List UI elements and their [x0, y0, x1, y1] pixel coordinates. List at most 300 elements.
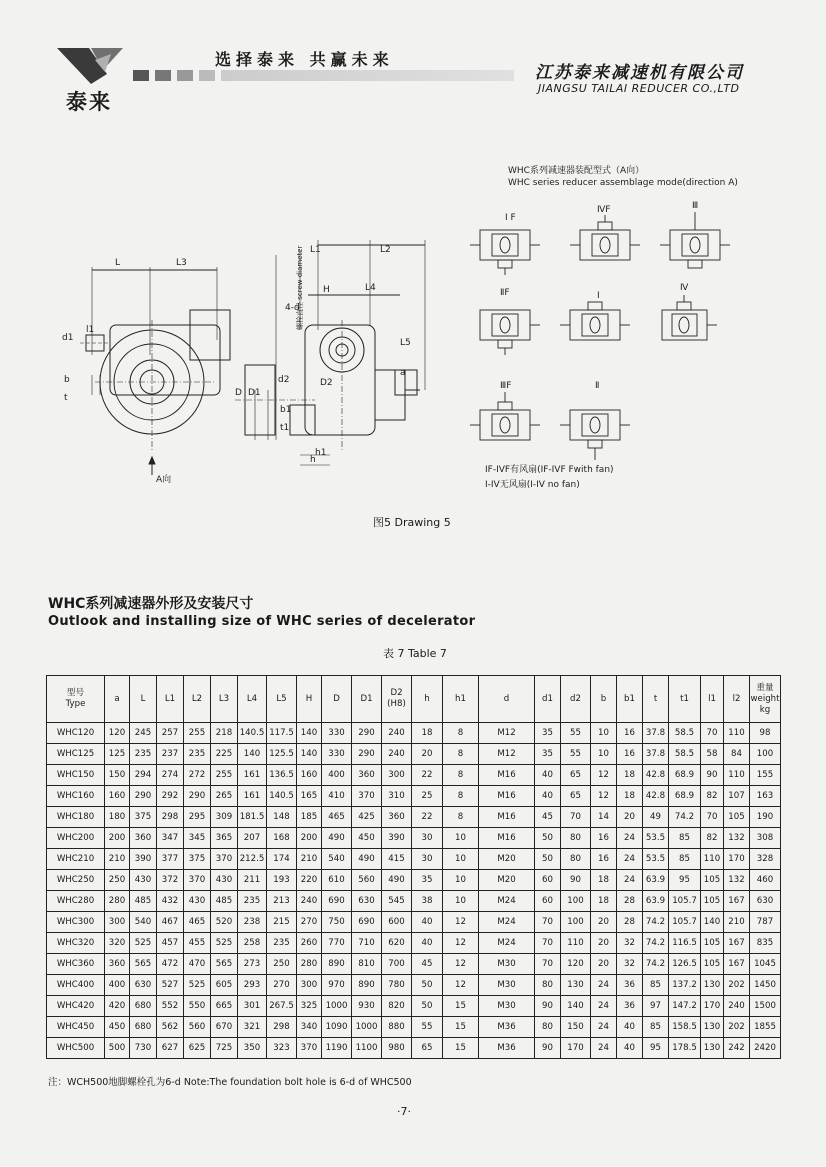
value-cell: 274 — [157, 765, 184, 786]
table-header-cell — [643, 676, 669, 723]
front-view — [235, 240, 425, 465]
value-cell: 147.2 — [669, 996, 701, 1017]
assembly-title-en: WHC series reducer assemblage mode(direction A) — [508, 178, 738, 188]
value-cell: 65 — [561, 786, 591, 807]
value-cell: 12 — [591, 786, 617, 807]
value-cell: 255 — [184, 723, 211, 744]
value-cell: 20 — [591, 933, 617, 954]
label-L3: L3 — [176, 258, 187, 268]
header-line: D2 — [390, 688, 403, 698]
value-cell: 630 — [352, 891, 382, 912]
value-cell: 24 — [591, 1038, 617, 1059]
value-cell: 63.9 — [643, 891, 669, 912]
mode-III: Ⅲ — [692, 201, 699, 211]
company-name-cn: 江苏泰来减速机有限公司 — [535, 63, 744, 83]
header-line: d2 — [570, 693, 581, 704]
value-cell: 140 — [701, 912, 724, 933]
value-cell: 90 — [535, 996, 561, 1017]
section-title-en: Outlook and installing size of WHC series of decelerator — [48, 614, 476, 629]
value-cell: 467 — [157, 912, 184, 933]
value-cell: 290 — [184, 786, 211, 807]
label-t: t — [64, 393, 68, 403]
value-cell: 280 — [297, 954, 322, 975]
value-cell: 360 — [105, 954, 130, 975]
header-stripe — [133, 70, 528, 81]
value-cell: 527 — [157, 975, 184, 996]
value-cell: 250 — [267, 954, 297, 975]
header-line: L5 — [276, 693, 287, 704]
value-cell: 80 — [561, 849, 591, 870]
value-cell: 627 — [157, 1038, 184, 1059]
value-cell: 150 — [105, 765, 130, 786]
table-row — [47, 849, 781, 870]
value-cell: 65 — [561, 765, 591, 786]
value-cell: 250 — [105, 870, 130, 891]
value-cell: 24 — [617, 870, 643, 891]
value-cell: 105 — [724, 807, 750, 828]
value-cell: 158.5 — [669, 1017, 701, 1038]
value-cell: 540 — [322, 849, 352, 870]
value-cell: 140.5 — [267, 786, 297, 807]
value-cell: 472 — [157, 954, 184, 975]
value-cell: 225 — [211, 744, 238, 765]
value-cell: 18 — [617, 786, 643, 807]
value-cell: 787 — [750, 912, 781, 933]
section-title-cn: WHC系列减速器外形及安装尺寸 — [48, 596, 254, 612]
value-cell: 1500 — [750, 996, 781, 1017]
table-header-cell — [479, 676, 535, 723]
value-cell: 750 — [322, 912, 352, 933]
value-cell: 347 — [157, 828, 184, 849]
table-row — [47, 996, 781, 1017]
value-cell: 235 — [130, 744, 157, 765]
value-cell: 300 — [382, 765, 412, 786]
table-header-cell — [382, 676, 412, 723]
table-header-cell — [211, 676, 238, 723]
value-cell: 630 — [130, 975, 157, 996]
value-cell: 110 — [561, 933, 591, 954]
value-cell: 200 — [297, 828, 322, 849]
value-cell: 880 — [382, 1017, 412, 1038]
mode-I: I — [597, 291, 600, 301]
value-cell: 32 — [617, 954, 643, 975]
value-cell: 140.5 — [238, 723, 267, 744]
table-header-cell — [561, 676, 591, 723]
value-cell: 55 — [561, 744, 591, 765]
value-cell: 45 — [412, 954, 443, 975]
value-cell: 400 — [105, 975, 130, 996]
header-line: h1 — [455, 693, 466, 704]
value-cell: 1045 — [750, 954, 781, 975]
value-cell: 125 — [105, 744, 130, 765]
mode-IIF: ⅡF — [500, 288, 510, 298]
value-cell: 150 — [561, 1017, 591, 1038]
value-cell: 270 — [297, 912, 322, 933]
value-cell: 12 — [443, 912, 479, 933]
value-cell: 80 — [535, 975, 561, 996]
value-cell: 85 — [669, 849, 701, 870]
model-cell: WHC300 — [47, 912, 105, 933]
model-cell: WHC250 — [47, 870, 105, 891]
value-cell: 290 — [130, 786, 157, 807]
value-cell: 40 — [412, 912, 443, 933]
value-cell: 185 — [297, 807, 322, 828]
value-cell: 178.5 — [669, 1038, 701, 1059]
value-cell: 65 — [412, 1038, 443, 1059]
value-cell: M16 — [479, 765, 535, 786]
label-h1: h1 — [315, 448, 327, 458]
table-header-cell — [267, 676, 297, 723]
value-cell: 294 — [130, 765, 157, 786]
label-L4: L4 — [365, 283, 376, 293]
value-cell: 400 — [322, 765, 352, 786]
value-cell: 485 — [211, 891, 238, 912]
table-row — [47, 933, 781, 954]
table-row — [47, 744, 781, 765]
value-cell: 140 — [238, 744, 267, 765]
value-cell: 45 — [535, 807, 561, 828]
value-cell: 36 — [617, 975, 643, 996]
table-header-cell — [105, 676, 130, 723]
value-cell: 255 — [211, 765, 238, 786]
value-cell: 58.5 — [669, 744, 701, 765]
value-cell: 50 — [535, 849, 561, 870]
model-cell: WHC210 — [47, 849, 105, 870]
label-d2: d2 — [278, 375, 290, 385]
footnote: 注：WCH500地脚螺栓孔为6-d Note:The foundation bolt hole is 6-d of WHC500 — [48, 1077, 412, 1088]
value-cell: 60 — [535, 891, 561, 912]
value-cell: 560 — [352, 870, 382, 891]
value-cell: 58.5 — [669, 723, 701, 744]
dimension-table — [46, 675, 781, 1059]
value-cell: 10 — [443, 849, 479, 870]
value-cell: 37.8 — [643, 744, 669, 765]
value-cell: 35 — [535, 723, 561, 744]
value-cell: 340 — [297, 1017, 322, 1038]
header-line: kg — [759, 704, 771, 715]
value-cell: 40 — [535, 765, 561, 786]
value-cell: 550 — [184, 996, 211, 1017]
value-cell: 321 — [238, 1017, 267, 1038]
value-cell: 110 — [724, 723, 750, 744]
value-cell: 350 — [238, 1038, 267, 1059]
value-cell: 8 — [443, 765, 479, 786]
value-cell: 552 — [157, 996, 184, 1017]
slogan: 选择泰来 共赢未来 — [215, 50, 394, 69]
table-header-cell — [238, 676, 267, 723]
value-cell: 330 — [322, 744, 352, 765]
value-cell: 240 — [382, 723, 412, 744]
value-cell: 273 — [238, 954, 267, 975]
value-cell: 260 — [297, 933, 322, 954]
value-cell: 280 — [105, 891, 130, 912]
value-cell: 55 — [561, 723, 591, 744]
value-cell: 725 — [211, 1038, 238, 1059]
value-cell: 120 — [561, 954, 591, 975]
model-cell: WHC450 — [47, 1017, 105, 1038]
value-cell: 85 — [669, 828, 701, 849]
value-cell: 85 — [643, 1017, 669, 1038]
value-cell: 90 — [701, 765, 724, 786]
value-cell: 16 — [617, 723, 643, 744]
value-cell: 30 — [412, 849, 443, 870]
reducer-drawing — [40, 150, 780, 540]
value-cell: M12 — [479, 744, 535, 765]
value-cell: 450 — [105, 1017, 130, 1038]
value-cell: 12 — [443, 933, 479, 954]
value-cell: 140 — [297, 744, 322, 765]
model-cell: WHC180 — [47, 807, 105, 828]
table-row — [47, 891, 781, 912]
value-cell: M16 — [479, 786, 535, 807]
value-cell: 210 — [724, 912, 750, 933]
value-cell: 16 — [617, 744, 643, 765]
value-cell: 390 — [130, 849, 157, 870]
model-cell: WHC150 — [47, 765, 105, 786]
value-cell: 18 — [617, 765, 643, 786]
value-cell: 665 — [211, 996, 238, 1017]
value-cell: 35 — [535, 744, 561, 765]
value-cell: 140 — [561, 996, 591, 1017]
value-cell: M16 — [479, 807, 535, 828]
label-D2: D2 — [320, 378, 333, 388]
header-line: weight — [750, 693, 780, 704]
value-cell: 50 — [535, 828, 561, 849]
value-cell: 80 — [535, 1017, 561, 1038]
label-h: h — [310, 455, 316, 465]
table-header-cell — [535, 676, 561, 723]
value-cell: 10 — [443, 828, 479, 849]
value-cell: 10 — [443, 891, 479, 912]
value-cell: 15 — [443, 996, 479, 1017]
value-cell: 8 — [443, 807, 479, 828]
assembly-modes — [470, 212, 730, 460]
value-cell: 132 — [724, 870, 750, 891]
value-cell: 292 — [157, 786, 184, 807]
value-cell: 690 — [322, 891, 352, 912]
value-cell: 105 — [701, 870, 724, 891]
value-cell: 107 — [724, 786, 750, 807]
value-cell: 270 — [267, 975, 297, 996]
table-row — [47, 723, 781, 744]
value-cell: 55 — [412, 1017, 443, 1038]
header-line: L4 — [246, 693, 258, 704]
value-cell: 35 — [412, 870, 443, 891]
header-line: L3 — [218, 693, 230, 704]
value-cell: 625 — [184, 1038, 211, 1059]
drawing-caption: 图5 Drawing 5 — [373, 516, 451, 529]
value-cell: 14 — [591, 807, 617, 828]
value-cell: 820 — [382, 996, 412, 1017]
value-cell: 1000 — [352, 1017, 382, 1038]
model-cell: WHC500 — [47, 1038, 105, 1059]
header-line: L — [140, 693, 146, 704]
header-line: L1 — [164, 693, 176, 704]
value-cell: 30 — [412, 828, 443, 849]
value-cell: 82 — [701, 828, 724, 849]
table-header-cell — [47, 676, 105, 723]
value-cell: 60 — [535, 870, 561, 891]
value-cell: 218 — [211, 723, 238, 744]
value-cell: 415 — [382, 849, 412, 870]
header-line: 重量 — [756, 682, 774, 693]
value-cell: 8 — [443, 786, 479, 807]
value-cell: 49 — [643, 807, 669, 828]
value-cell: 40 — [617, 1038, 643, 1059]
table-header-cell — [130, 676, 157, 723]
value-cell: 372 — [157, 870, 184, 891]
header-line: t — [653, 693, 658, 704]
value-cell: 28 — [617, 891, 643, 912]
mode-IIIF: ⅢF — [500, 381, 512, 391]
value-cell: 375 — [184, 849, 211, 870]
label-D: D — [235, 388, 242, 398]
value-cell: 235 — [238, 891, 267, 912]
value-cell: 16 — [591, 828, 617, 849]
value-cell: 100 — [561, 891, 591, 912]
value-cell: 730 — [130, 1038, 157, 1059]
value-cell: 500 — [105, 1038, 130, 1059]
table-caption: 表 7 Table 7 — [383, 647, 447, 660]
table-row — [47, 786, 781, 807]
value-cell: 425 — [352, 807, 382, 828]
table-header-cell — [669, 676, 701, 723]
value-cell: 310 — [382, 786, 412, 807]
table-header-cell — [443, 676, 479, 723]
value-cell: 490 — [352, 849, 382, 870]
value-cell: 1855 — [750, 1017, 781, 1038]
value-cell: 140 — [297, 723, 322, 744]
value-cell: 290 — [352, 744, 382, 765]
header-line: d1 — [542, 693, 553, 704]
value-cell: 181.5 — [238, 807, 267, 828]
value-cell: 68.9 — [669, 786, 701, 807]
value-cell: 74.2 — [643, 912, 669, 933]
value-cell: 70 — [701, 807, 724, 828]
label-l1: l1 — [86, 325, 95, 335]
header-line: L2 — [191, 693, 203, 704]
value-cell: 117.5 — [267, 723, 297, 744]
value-cell: 293 — [238, 975, 267, 996]
value-cell: 238 — [238, 912, 267, 933]
model-cell: WHC280 — [47, 891, 105, 912]
value-cell: 97 — [643, 996, 669, 1017]
value-cell: 430 — [184, 891, 211, 912]
value-cell: M24 — [479, 891, 535, 912]
value-cell: 930 — [352, 996, 382, 1017]
value-cell: 116.5 — [669, 933, 701, 954]
value-cell: 298 — [157, 807, 184, 828]
model-cell: WHC320 — [47, 933, 105, 954]
value-cell: 105.7 — [669, 912, 701, 933]
value-cell: 70 — [561, 807, 591, 828]
header-line: D — [333, 693, 340, 704]
page-number: ·7· — [397, 1105, 411, 1118]
value-cell: M30 — [479, 996, 535, 1017]
value-cell: 50 — [412, 996, 443, 1017]
value-cell: 390 — [382, 828, 412, 849]
value-cell: 490 — [382, 870, 412, 891]
table-row — [47, 1038, 781, 1059]
fan-note-2: I-IV无风扇(I-IV no fan) — [485, 480, 580, 490]
value-cell: 18 — [591, 891, 617, 912]
value-cell: 298 — [267, 1017, 297, 1038]
value-cell: 12 — [443, 975, 479, 996]
table-row — [47, 765, 781, 786]
value-cell: 24 — [591, 996, 617, 1017]
value-cell: 890 — [322, 954, 352, 975]
mode-IF: I F — [505, 213, 516, 223]
value-cell: 165 — [297, 786, 322, 807]
value-cell: 1090 — [322, 1017, 352, 1038]
value-cell: 50 — [412, 975, 443, 996]
value-cell: 308 — [750, 828, 781, 849]
value-cell: 257 — [157, 723, 184, 744]
label-b: b — [64, 375, 70, 385]
value-cell: 1190 — [322, 1038, 352, 1059]
value-cell: 430 — [130, 870, 157, 891]
value-cell: 780 — [382, 975, 412, 996]
value-cell: 680 — [130, 1017, 157, 1038]
value-cell: 370 — [211, 849, 238, 870]
value-cell: 16 — [591, 849, 617, 870]
value-cell: 20 — [591, 912, 617, 933]
value-cell: 24 — [591, 975, 617, 996]
value-cell: 70 — [701, 723, 724, 744]
value-cell: 137.2 — [669, 975, 701, 996]
value-cell: 365 — [211, 828, 238, 849]
value-cell: 82 — [701, 786, 724, 807]
value-cell: 465 — [322, 807, 352, 828]
value-cell: M30 — [479, 954, 535, 975]
value-cell: 360 — [382, 807, 412, 828]
header-line: h — [424, 693, 430, 704]
value-cell: 455 — [184, 933, 211, 954]
value-cell: 163 — [750, 786, 781, 807]
value-cell: 605 — [211, 975, 238, 996]
value-cell: 562 — [157, 1017, 184, 1038]
value-cell: 180 — [105, 807, 130, 828]
value-cell: 74.2 — [643, 933, 669, 954]
value-cell: 84 — [724, 744, 750, 765]
value-cell: M20 — [479, 849, 535, 870]
value-cell: 174 — [267, 849, 297, 870]
value-cell: 890 — [352, 975, 382, 996]
value-cell: 210 — [297, 849, 322, 870]
assembly-title-cn: WHC系列减速器装配型式（A向） — [508, 166, 645, 176]
value-cell: M36 — [479, 1038, 535, 1059]
label-L2: L2 — [380, 245, 391, 255]
value-cell: 32 — [617, 933, 643, 954]
value-cell: 810 — [352, 954, 382, 975]
model-cell: WHC120 — [47, 723, 105, 744]
value-cell: 457 — [157, 933, 184, 954]
value-cell: 110 — [724, 765, 750, 786]
table-row — [47, 828, 781, 849]
side-view — [80, 267, 230, 475]
value-cell: 245 — [130, 723, 157, 744]
label-direction-a: A向 — [156, 475, 172, 485]
value-cell: 240 — [724, 996, 750, 1017]
value-cell: 132 — [724, 828, 750, 849]
value-cell: 170 — [701, 996, 724, 1017]
value-cell: 95 — [643, 1038, 669, 1059]
header-line: l1 — [708, 693, 716, 704]
value-cell: 90 — [535, 1038, 561, 1059]
table-header-cell — [750, 676, 781, 723]
label-b1: b1 — [280, 405, 292, 415]
value-cell: 272 — [184, 765, 211, 786]
